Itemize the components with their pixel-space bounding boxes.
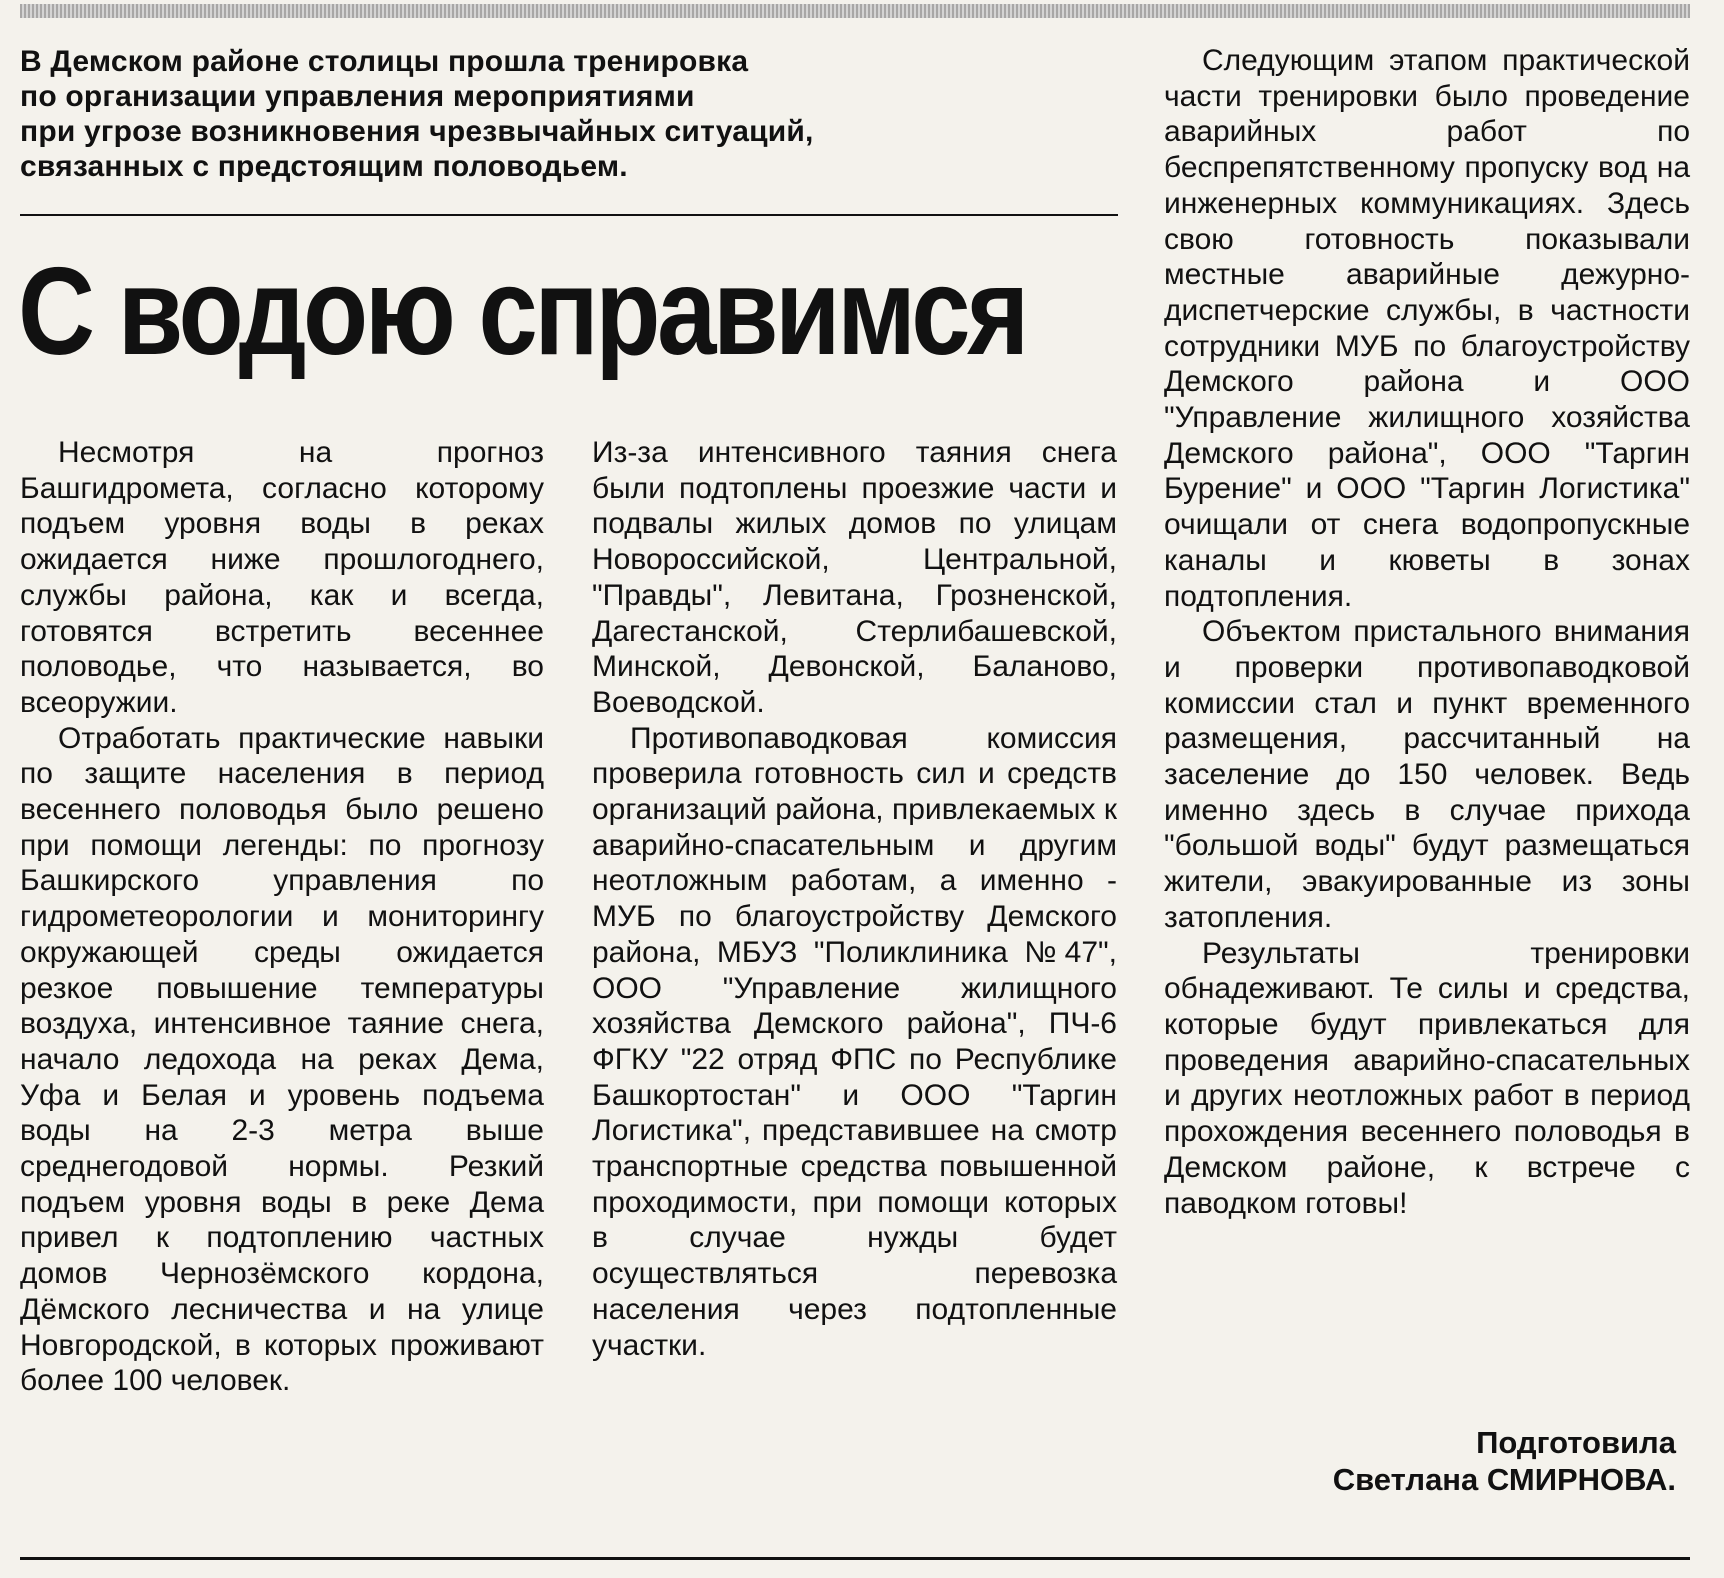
paragraph: Результаты тренировки обнадеживают. Те силы и средства, которые будут привлекаться для проведения аварийно-спасательных и других неотложных работ в период прохождения весеннего половодья в Демском районе, к встрече с паводком готовы!	[1164, 936, 1690, 1220]
article-column-2	[592, 435, 1117, 1363]
article-column-1	[20, 435, 544, 1399]
signature-prepared-by: Подготовила	[1476, 1425, 1676, 1460]
article-headline: С водою справимся	[18, 243, 1026, 381]
paragraph: Следующим этапом практической части тренировки было проведение аварийных работ по беспрепятственному пропуску вод на инженерных коммуникациях. Здесь свою готовность показывали местные аварийные дежурно-диспетчерские службы, в частности сотрудники МУБ по благоустройству Демского района и ООО "Управление жилищного хозяйства Демского района", ООО "Таргин Бурение" и ООО "Таргин Логистика" очищали от снега водопропускные каналы и кюветы в зонах подтопления.	[1164, 44, 1690, 613]
paragraph: Из-за интенсивного таяния снега были подтоплены проезжие части и подвалы жилых домов по улицам Новороссийской, Центральной, "Правды", Левитана, Грозненской, Дагестанской, Стерлибашевской, Минской, Девонской, Баланово, Воеводской.	[592, 436, 1117, 719]
paragraph: Несмотря на прогноз Башгидромета, согласно которому подъем уровня воды в реках ожидается ниже прошлогоднего, службы района, как и всегда, готовятся встретить весеннее половодье, что называется, во всеоружии.	[20, 436, 544, 719]
article-signature	[1164, 1424, 1676, 1498]
paragraph: Объектом пристального внимания и проверки противопаводковой комиссии стал и пункт временного размещения, рассчитанный на заселение до 150 человек. Ведь именно здесь в случае прихода "большой воды" будут размещаться жители, эвакуированные из зоны затопления.	[1164, 615, 1690, 934]
article-column-3	[1164, 43, 1690, 1221]
signature-author: Светлана СМИРНОВА.	[1332, 1462, 1676, 1497]
lead-divider	[20, 214, 1118, 216]
article-lead: В Демском районе столицы прошла тренировка по организации управления мероприятиями при угрозе возникновения чрезвычайных ситуаций, связанных с предстоящим половодьем.	[20, 45, 814, 183]
paragraph: Противопаводковая комиссия проверила готовность сил и средств организаций района, привлекаемых к аварийно-спасательным и другим неотложным работам, а именно - МУБ по благоустройству Демского района, МБУЗ "Поликлиника №47", ООО "Управление жилищного хозяйства Демского района", ПЧ-6 ФГКУ "22 отряд ФПС по Республике Башкортостан" и ООО "Таргин Логистика", представившее на смотр транспортные средства повышенной проходимости, при помощи которых в случае нужды будет осуществляться перевозка населения через подтопленные участки.	[592, 721, 1117, 1362]
top-print-band	[20, 4, 1690, 18]
paragraph: Отработать практические навыки по защите населения в период весеннего половодья было решено при помощи легенды: по прогнозу Башкирского управления по гидрометеорологии и мониторингу окружающей среды ожидается резкое повышение температуры воздуха, интенсивное таяние снега, начало ледохода на реках Дема, Уфа и Белая и уровень подъема воды на 2-3 метра выше среднегодовой нормы. Резкий подъем уровня воды в реке Дема привел к подтоплению частных домов Чернозёмского кордона, Дёмского лесничества и на улице Новгородской, в которых проживают более 100 человек.	[20, 721, 544, 1398]
bottom-divider	[20, 1557, 1690, 1560]
